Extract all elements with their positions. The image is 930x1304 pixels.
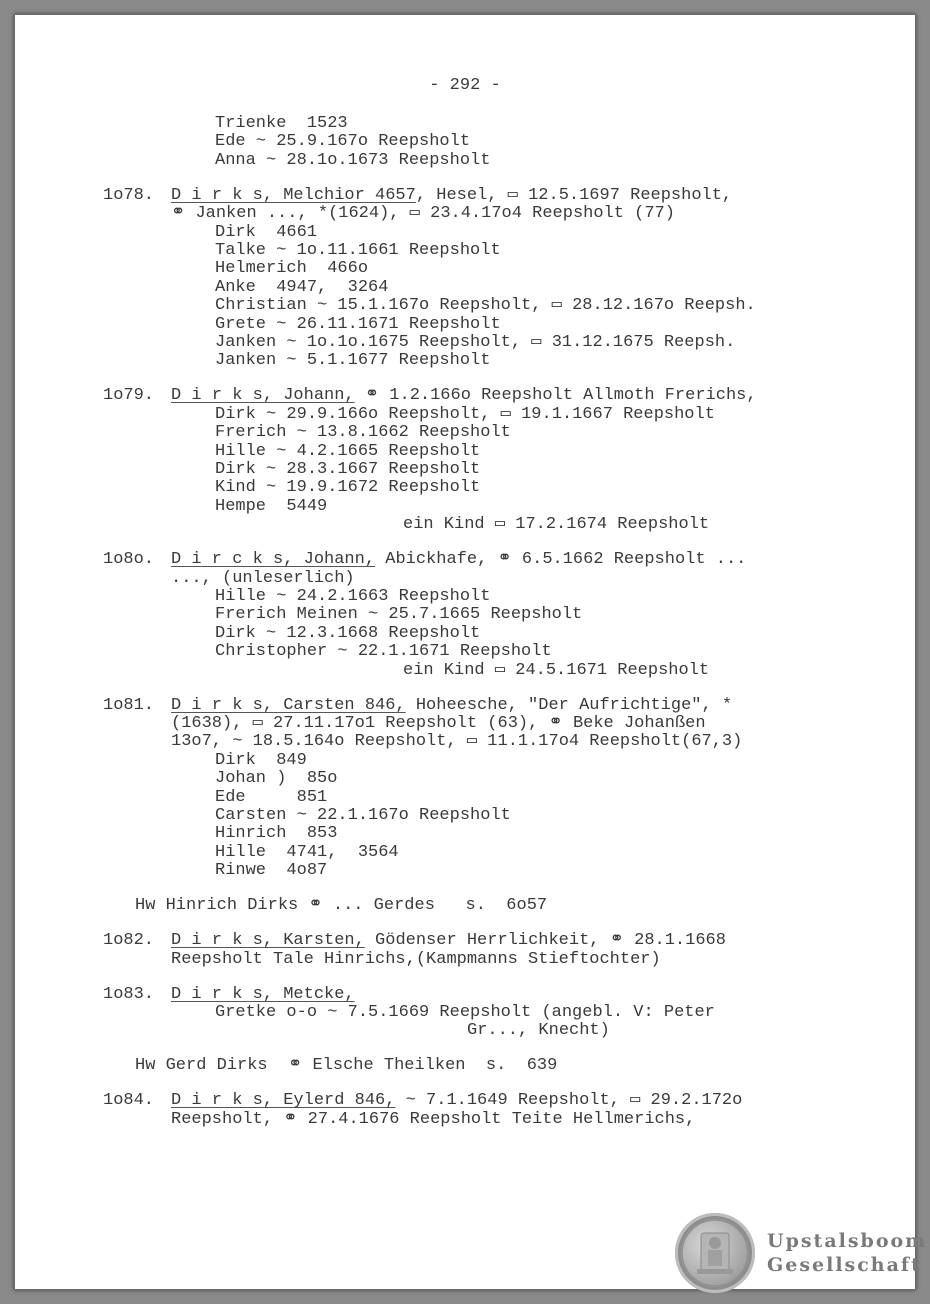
record-line: Janken ~ 1o.1o.1675 Reepsholt, ▭ 31.12.1675 Reepsh. [215, 333, 736, 352]
record-line: Hille ~ 4.2.1665 Reepsholt [215, 441, 481, 461]
record-line: Talke ~ 1o.11.1661 Reepsholt [215, 241, 501, 260]
entry-continuation: Reepsholt, ⚭ 27.4.1676 Reepsholt Teite Hellmerichs, [171, 1109, 696, 1129]
record-line: Hille ~ 24.2.1663 Reepsholt [215, 587, 491, 606]
record-line: Helmerich 466o [215, 259, 369, 279]
record-line: Anna ~ 28.1o.1673 Reepsholt [215, 150, 491, 170]
entry-heading [171, 551, 746, 569]
record-line: ein Kind ▭ 24.5.1671 Reepsholt [403, 660, 710, 680]
entry-continuation: (1638), ▭ 27.11.17o1 Reepsholt (63), ⚭ Beke Johanßen [171, 714, 706, 733]
record-line: Dirk ~ 29.9.166o Reepsholt, ▭ 19.1.1667 Reepsholt [215, 404, 715, 424]
entry-number: 1o79. [103, 386, 155, 406]
entry-heading [171, 387, 757, 405]
logo-line-1: Upstalsboom [767, 1230, 928, 1252]
record-line: Trienke 1523 [215, 114, 348, 133]
record-line: Gr..., Knecht) [467, 1021, 610, 1041]
hw-reference: Hw Hinrich Dirks ⚭ ... Gerdes s. 6o57 [135, 896, 548, 916]
record-line: Hinrich 853 [215, 824, 338, 844]
page-number: - 292 - [429, 76, 501, 95]
entry-continuation: Reepsholt Tale Hinrichs,(Kampmanns Stieftochter) [171, 949, 661, 969]
entry-number: 1o78. [103, 185, 155, 205]
entry-heading [171, 932, 726, 950]
entry-details: , Hesel, ▭ 12.5.1697 Reepsholt, [415, 185, 733, 205]
record-line: Kind ~ 19.9.1672 Reepsholt [215, 478, 481, 498]
entry-details: ⚭ 1.2.166o Reepsholt Allmoth Frerichs, [354, 386, 757, 406]
upstalsboom-logo [675, 1213, 928, 1293]
entry-heading [171, 187, 732, 205]
record-line: Ede ~ 25.9.167o Reepsholt [215, 132, 471, 152]
record-line: Dirk 4661 [215, 222, 318, 242]
record-line: Ede 851 [215, 787, 328, 807]
entry-number: 1o83. [103, 984, 155, 1004]
document-page [14, 14, 928, 1290]
entry-details: Hoheesche, "Der Aufrichtige", * [405, 695, 733, 715]
entry-name: D i r k s, Johann, [171, 386, 355, 406]
entry-details: ~ 7.1.1649 Reepsholt, ▭ 29.2.172o [395, 1091, 743, 1111]
entry-number: 1o84. [103, 1091, 155, 1111]
record-line: Hille 4741, 3564 [215, 842, 399, 862]
entry-details: Abickhafe, ⚭ 6.5.1662 Reepsholt ... [375, 550, 747, 570]
entry-name: D i r k s, Karsten, [171, 931, 365, 951]
record-line: Frerich Meinen ~ 25.7.1665 Reepsholt [215, 605, 583, 625]
entry-number: 1o82. [103, 931, 155, 951]
entry-name: D i r k s, Eylerd 846, [171, 1091, 396, 1111]
record-line: Johan ) 85o [215, 769, 338, 789]
entry-number: 1o81. [103, 695, 155, 715]
record-line: Rinwe 4o87 [215, 861, 328, 881]
logo-line-2: Gesellschaft [767, 1254, 922, 1276]
record-line: Dirk ~ 28.3.1667 Reepsholt [215, 460, 481, 479]
document-text [15, 15, 915, 1289]
entry-heading [171, 986, 355, 1004]
entry-name: D i r c k s, Johann, [171, 550, 376, 570]
entry-heading [171, 697, 732, 715]
record-line: Dirk 849 [215, 750, 307, 770]
entry-name: D i r k s, Metcke, [171, 984, 355, 1004]
entry-name: D i r k s, Carsten 846, [171, 695, 406, 715]
entry-continuation: ..., (unleserlich) [171, 568, 355, 588]
record-line: Anke 4947, 3264 [215, 277, 389, 297]
record-line: Christian ~ 15.1.167o Reepsholt, ▭ 28.12.167o Reepsh. [215, 296, 756, 316]
entry-continuation: 13o7, ~ 18.5.164o Reepsholt, ▭ 11.1.17o4 Reepsholt(67,3) [171, 732, 743, 752]
entry-name: D i r k s, Melchior 4657 [171, 185, 416, 205]
entry-details: Gödenser Herrlichkeit, ⚭ 28.1.1668 [364, 931, 726, 951]
seal-icon [675, 1213, 755, 1293]
entry-heading [171, 1092, 742, 1110]
hw-reference: Hw Gerd Dirks ⚭ Elsche Theilken s. 639 [135, 1056, 558, 1076]
record-line: Hempe 5449 [215, 496, 328, 516]
entry-continuation: ⚭ Janken ..., *(1624), ▭ 23.4.17o4 Reepsholt (77) [171, 204, 675, 224]
record-line: Dirk ~ 12.3.1668 Reepsholt [215, 623, 481, 643]
record-line: Janken ~ 5.1.1677 Reepsholt [215, 351, 491, 371]
record-line: Carsten ~ 22.1.167o Reepsholt [215, 806, 511, 825]
record-line: Gretke o-o ~ 7.5.1669 Reepsholt (angebl. V: Peter [215, 1003, 715, 1022]
record-line: ein Kind ▭ 17.2.1674 Reepsholt [403, 515, 710, 535]
entry-number: 1o8o. [103, 550, 155, 570]
record-line: Christopher ~ 22.1.1671 Reepsholt [215, 642, 552, 662]
record-line: Grete ~ 26.11.1671 Reepsholt [215, 314, 501, 334]
record-line: Frerich ~ 13.8.1662 Reepsholt [215, 423, 511, 443]
